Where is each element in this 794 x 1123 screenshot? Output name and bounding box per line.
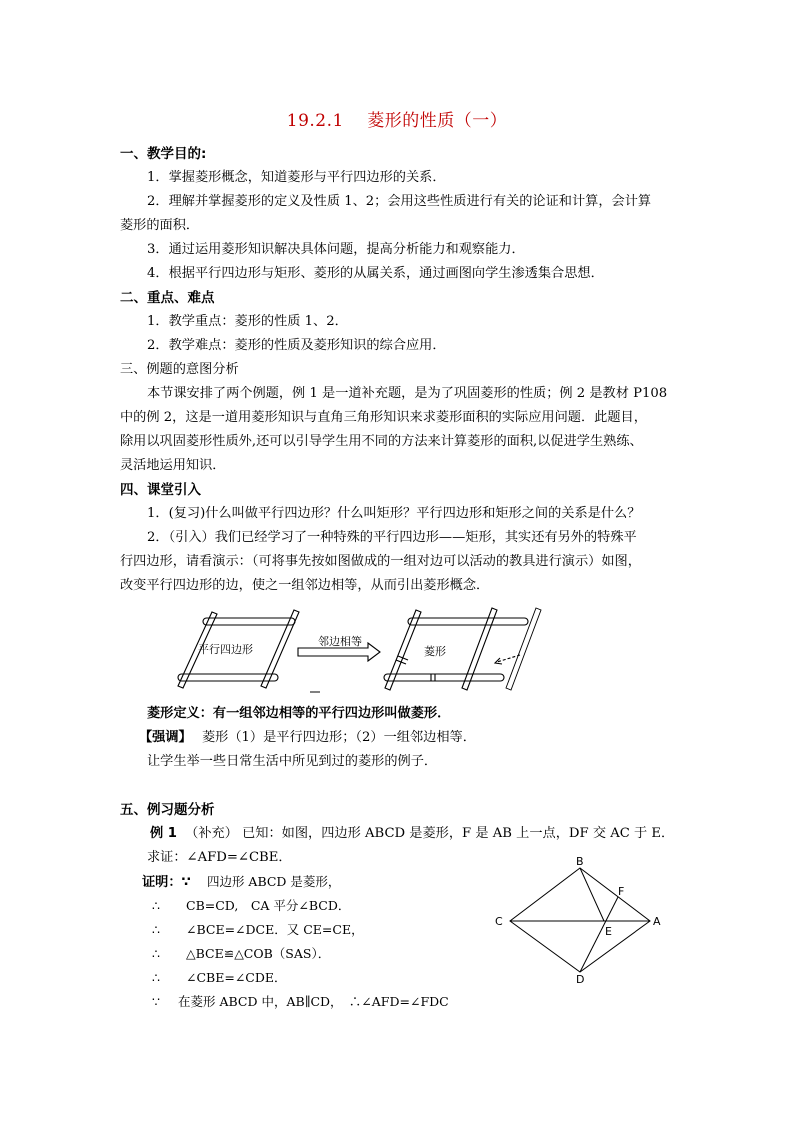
section-heading-key-points: 二、重点、难点 [120,290,215,306]
point-label-e: E [605,925,612,938]
proof-text-4: ∠CBE=∠CDE． [186,970,287,985]
rhombus-outline [510,868,650,972]
proof-symbol-3: ∴ [152,946,160,961]
proof-symbol-4: ∴ [152,970,160,985]
example-1-label: 例 1 [150,826,177,841]
key-point-2: 2．教学难点：菱形的性质及菱形知识的综合应用． [147,338,446,353]
vertex-label-a: A [653,915,661,928]
emphasis-label: 【强调】 [139,730,192,745]
proof-label: 证明：∵ [142,875,191,890]
rhombus-bottom-rod [384,674,504,681]
intent-line-4: 灵活地运用知识． [120,458,226,473]
example-prompt: 让学生举一些日常生活中所见到过的菱形的例子． [147,754,438,769]
proof-symbol-1: ∴ [152,898,160,913]
figure-label-rhombus: 菱形 [424,645,446,658]
proof-symbol-5: ∵ [152,994,160,1009]
proof-line-5 [152,993,449,1011]
segment-be [580,868,604,921]
page-title: 19.2.1 菱形的性质（一） [286,111,508,131]
objective-2b: 菱形的面积． [120,218,200,233]
key-point-1: 1．教学重点：菱形的性质 1、2． [147,314,348,329]
intro-line-2c: 改变平行四边形的边，使之一组邻边相等，从而引出菱形概念． [120,578,490,593]
figure-label-parallelogram: 平行四边形 [198,643,253,656]
intent-line-3: 除用以巩固菱形性质外,还可以引导学生用不同的方法来计算菱形的面积,以促进学生熟练、 [120,434,643,449]
vertex-label-b: B [576,855,584,868]
intro-line-2a: 2．（引入）我们已经学习了一种特殊的平行四边形——矩形，其实还有另外的特殊平 [147,530,637,545]
parallelogram-to-rhombus-figure [170,600,560,700]
proof-text-0: 四边形 ABCD 是菱形， [206,874,341,889]
proof-line-2 [152,921,364,939]
emphasis-line [139,729,476,747]
proof-line-3 [152,945,331,963]
intro-line-1: 1．(复习)什么叫做平行四边形？什么叫矩形？平行四边形和矩形之间的关系是什么？ [147,506,641,521]
objective-4: 4．根据平行四边形与矩形、菱形的从属关系，通过画图向学生渗透集合思想． [147,266,604,281]
vertex-label-d: D [576,973,585,985]
section-heading-objectives: 一、教学目的: [120,146,207,162]
prove-statement: 求证：∠AFD=∠CBE． [147,850,292,865]
objective-2a: 2．理解并掌握菱形的定义及性质 1、2；会用这些性质进行有关的论证和计算，会计算 [147,194,652,209]
rhombus-right-rod [462,608,497,690]
proof-text-2: ∠BCE=∠DCE．又 CE=CE， [186,922,364,937]
section-heading-example-intent: 三、例题的意图分析 [120,362,239,377]
proof-line-1 [152,897,351,915]
example-1-text: （补充） 已知：如图，四边形 ABCD 是菱形，F 是 AB 上一点，DF 交 AC 于 E． [185,826,675,841]
proof-symbol-2: ∴ [152,922,160,937]
proof-text-5: 在菱形 ABCD 中，AB∥CD， ∴∠AFD=∠FDC [178,994,449,1009]
proof-line-0 [142,873,340,892]
vertex-label-c: C [495,915,503,928]
proof-line-4 [152,969,287,987]
rhombus-top-rod [408,618,528,625]
rhombus-definition: 菱形定义：有一组邻边相等的平行四边形叫做菱形． [147,706,451,721]
intent-line-2: 中的例 2，这是一道用菱形知识与直角三角形知识来求菱形面积的实际应用问题．此题目， [120,410,647,425]
section-heading-exercises: 五、例习题分析 [120,802,215,818]
right-side-rod [261,610,299,688]
objective-1: 1．掌握菱形概念，知道菱形与平行四边形的关系． [147,170,446,185]
objective-3: 3．通过运用菱形知识解决具体问题，提高分析能力和观察能力． [147,242,525,257]
moving-rod [506,608,541,690]
intro-line-2b: 行四边形，请看演示：（可将事先按如图做成的一组对边可以活动的教具进行演示）如图， [120,554,641,569]
emphasis-text: 菱形（1）是平行四边形；（2）一组邻边相等． [201,730,476,745]
top-rod [203,618,295,625]
figure-label-adjacent-equal: 邻边相等 [318,635,362,648]
section-heading-introduction: 四、课堂引入 [120,482,201,498]
intent-line-1: 本节课安排了两个例题，例 1 是一道补充题，是为了巩固菱形的性质；例 2 是教材 P108 [147,386,668,401]
rhombus-abcd-figure [492,855,672,985]
rhombus-left-rod [385,610,421,690]
proof-text-3: △BCE≌△COB（SAS）． [186,946,331,961]
bottom-rod [178,674,278,681]
proof-text-1: CB=CD, CA 平分∠BCD． [186,898,351,913]
segment-df [580,897,618,972]
example-1-statement [150,825,674,843]
point-label-f: F [618,885,625,898]
